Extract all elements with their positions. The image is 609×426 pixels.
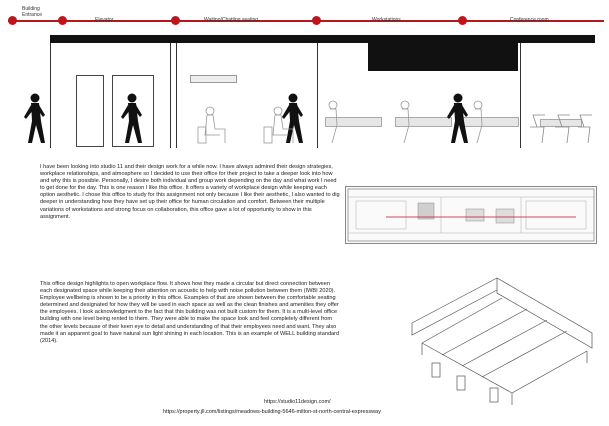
seated-person-icon <box>329 101 337 143</box>
body-paragraph-2 <box>40 281 340 345</box>
body-paragraph-1 <box>40 164 340 221</box>
walking-person-icon <box>121 94 142 144</box>
walking-person-icon <box>20 93 50 153</box>
timeline-dot-entrance <box>8 16 17 25</box>
paragraph-1-text: I have been looking into studio 11 and their design work for a while now. I have always admired their design strategies, workplace relationships, and atmosphere so I decided to use their office for their project to take a deeper look into how and why this is possible. Personally, I desire both individual and group work depending on the day and what work I need to get done for the day. This is one reason I like this office. It offers a variety of workplace design while keeping each option aesthetic. I chose this office to study for this assignment not only because I like their aesthetic, I also wanted to dig deeper in understanding how they have set up their office for human circulation and comfort. Between their multiple variations of workstations and strong focus on collaboration, this office gave a lot of opportunity to show in this assignment. <box>40 164 340 220</box>
seated-person-icon <box>474 101 482 143</box>
walking-person-icon <box>282 94 303 144</box>
building-section-drawing <box>50 35 595 150</box>
isometric-workstation-drawing <box>402 273 597 413</box>
timeline-label-entrance-line1: Building <box>22 6 40 12</box>
floor-plan-svg <box>346 187 596 243</box>
conference-chair-icon <box>530 115 592 143</box>
floor-plan-image <box>345 186 597 244</box>
section-figures-svg <box>50 35 595 150</box>
seated-person-icon <box>198 107 225 143</box>
paragraph-2-text: This office design highlights to open workplace flow. It shows how they made a circular but direct connection between each designated space while keeping their attention on acoustic to help with noise pollution between them (IWBI 2020). Employee wellbeing is shown to be a priority in this office. Examples of that are shown between the comfortable seating determined and designated for how they will be used in each space as well as the clean finishes and amenities they offer the employees. I took acknowledgment to the fact that this building was not built custom for them. It is a multi-level office building with one level being rented to them. They were able to make the space look and feel completely different from the other levels because of their keen eye to detail and understanding of that their employees need and want. They also made it an apparent goal to have natural sun light shining in each location. This is an example of WELL building standard (2014). <box>40 281 340 344</box>
timeline-dot-elevator <box>58 16 67 25</box>
timeline-label-workstations: Workstations <box>372 17 401 23</box>
timeline-dot-workstations <box>312 16 321 25</box>
timeline-label-waiting: Waiting/Chatting seating <box>204 17 259 23</box>
timeline-dot-waiting <box>171 16 180 25</box>
timeline-dot-conference <box>458 16 467 25</box>
isometric-svg <box>402 273 597 413</box>
timeline-label-elevator: Elevator <box>95 17 114 23</box>
timeline-label-entrance <box>22 6 42 18</box>
seated-person-icon <box>401 101 409 143</box>
timeline-label-conference: Conference room <box>510 17 549 23</box>
timeline-label-entrance-line2: Entrance <box>22 12 43 18</box>
link-jll-property[interactable]: https://property.jll.com/listings/meadows-building-5646-milton-st-north-central-expressway <box>163 409 381 415</box>
walking-person-icon <box>447 94 468 144</box>
link-studio11[interactable]: https://studio11design.com/ <box>264 399 331 405</box>
